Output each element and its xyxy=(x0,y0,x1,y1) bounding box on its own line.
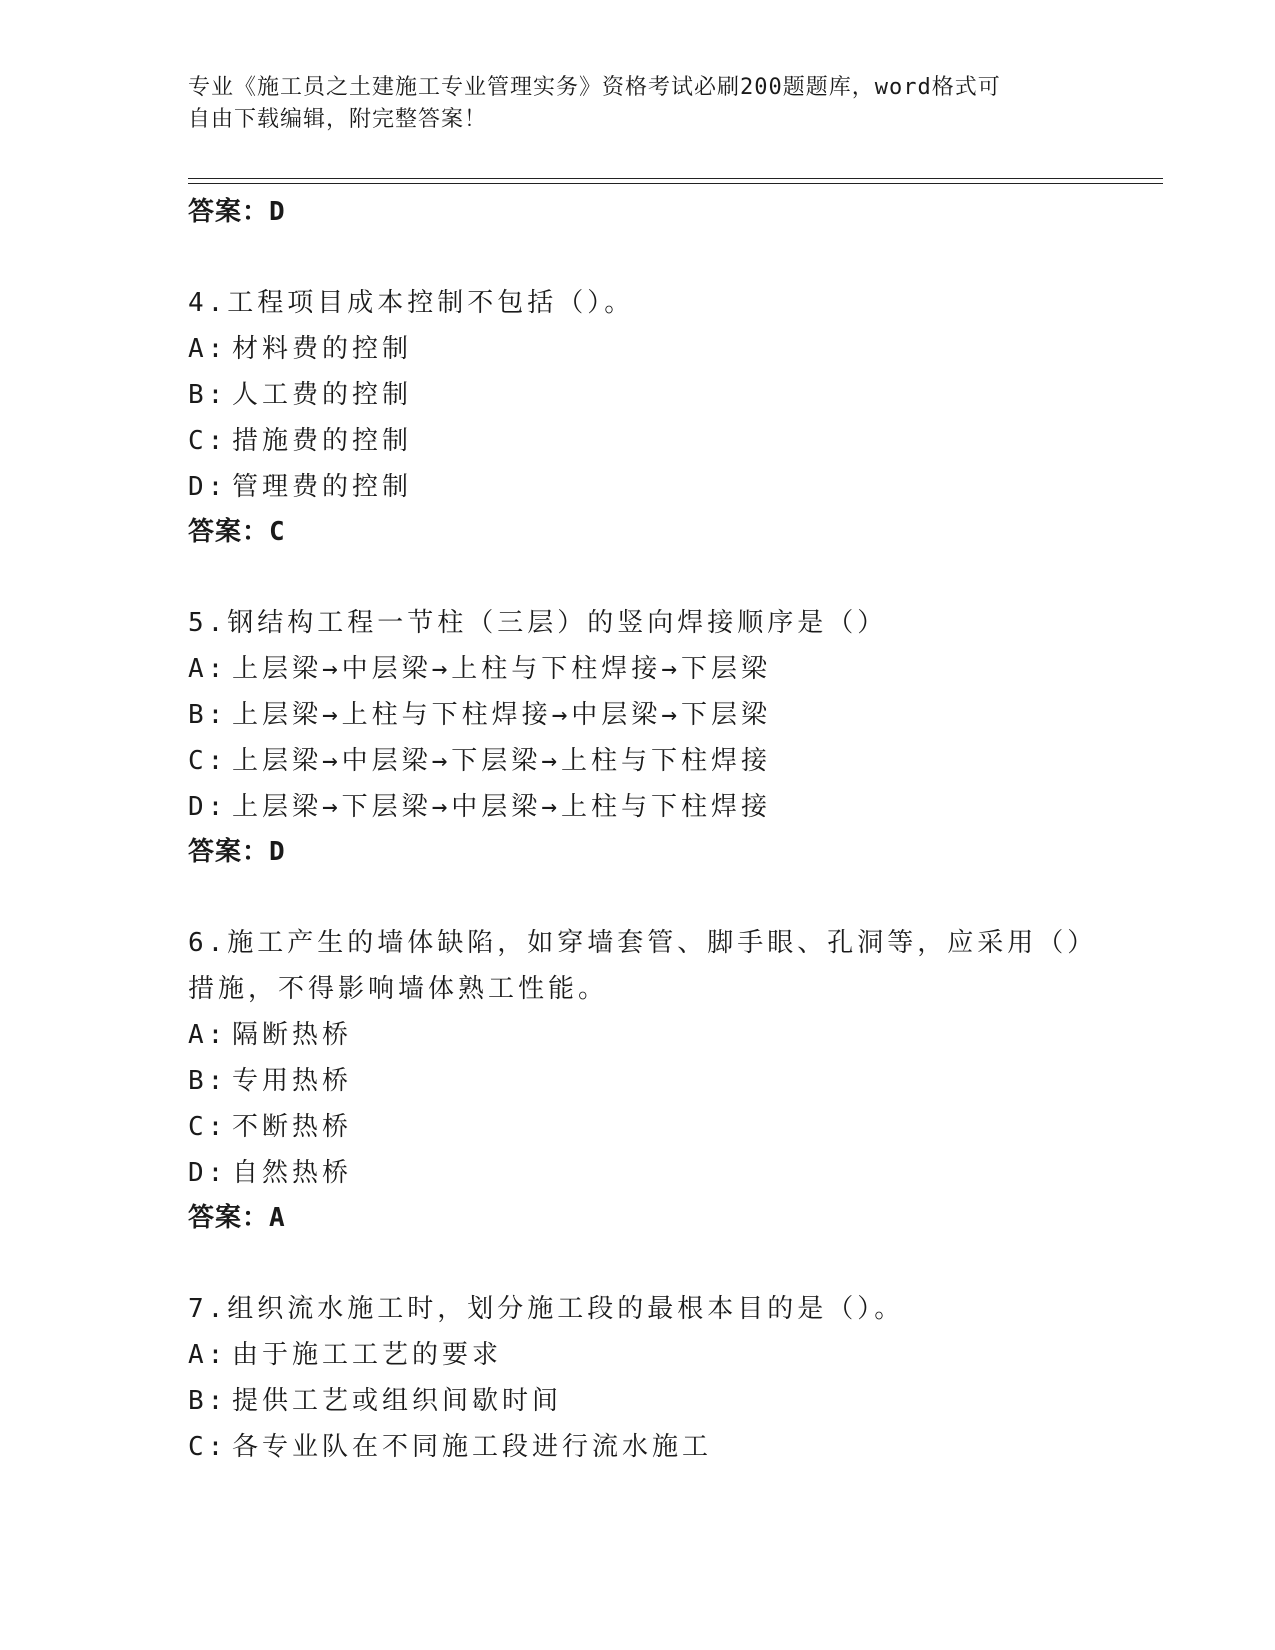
option-text: 措施费的控制 xyxy=(232,426,413,456)
option-key: A: xyxy=(188,1020,228,1050)
option-text: 不断热桥 xyxy=(232,1112,353,1142)
document-header xyxy=(188,72,1068,136)
answer-line: 答案：A xyxy=(188,1203,286,1233)
answer-line: 答案：D xyxy=(188,837,286,867)
header-divider-bottom xyxy=(188,183,1163,184)
option-key: B: xyxy=(188,380,228,410)
option-d xyxy=(188,1150,1088,1196)
option-key: B: xyxy=(188,700,228,730)
option-text: 材料费的控制 xyxy=(232,334,413,364)
question-text-line-1: 6.施工产生的墙体缺陷，如穿墙套管、脚手眼、孔洞等，应采用（） xyxy=(188,928,1098,958)
option-c xyxy=(188,738,1088,784)
option-key: D: xyxy=(188,1158,228,1188)
option-a xyxy=(188,1012,1088,1058)
option-key: C: xyxy=(188,426,228,456)
option-b xyxy=(188,692,1088,738)
option-key: A: xyxy=(188,334,228,364)
option-key: D: xyxy=(188,792,228,822)
option-text: 上层梁→下层梁→中层梁→上柱与下柱焊接 xyxy=(232,792,771,822)
question-4 xyxy=(188,280,1088,554)
option-b xyxy=(188,1058,1088,1104)
option-c xyxy=(188,418,1088,464)
question-5 xyxy=(188,600,1088,874)
option-d xyxy=(188,784,1088,830)
option-text: 上层梁→上柱与下柱焊接→中层梁→下层梁 xyxy=(232,700,771,730)
option-c xyxy=(188,1104,1088,1150)
option-key: A: xyxy=(188,1340,228,1370)
option-a xyxy=(188,646,1088,692)
option-text: 人工费的控制 xyxy=(232,380,413,410)
option-key: C: xyxy=(188,746,228,776)
header-line-1: 专业《施工员之土建施工专业管理实务》资格考试必刷200题题库，word格式可 xyxy=(188,75,1001,100)
option-text: 上层梁→中层梁→上柱与下柱焊接→下层梁 xyxy=(232,654,771,684)
option-key: B: xyxy=(188,1386,228,1416)
option-text: 专用热桥 xyxy=(232,1066,353,1096)
option-key: C: xyxy=(188,1432,228,1462)
option-b xyxy=(188,1378,1088,1424)
header-line-2: 自由下载编辑，附完整答案！ xyxy=(188,107,488,132)
answer-line: 答案：D xyxy=(188,197,286,227)
option-key: C: xyxy=(188,1112,228,1142)
option-c xyxy=(188,1424,1088,1470)
question-6 xyxy=(188,920,1098,1240)
question-7 xyxy=(188,1286,1088,1470)
option-text: 隔断热桥 xyxy=(232,1020,353,1050)
option-key: B: xyxy=(188,1066,228,1096)
question-list xyxy=(188,190,1098,1470)
option-key: A: xyxy=(188,654,228,684)
option-text: 各专业队在不同施工段进行流水施工 xyxy=(232,1432,713,1462)
option-text: 由于施工工艺的要求 xyxy=(232,1340,503,1370)
option-b xyxy=(188,372,1088,418)
option-d xyxy=(188,464,1088,510)
answer-line: 答案：C xyxy=(188,517,286,547)
question-text-line-2: 措施，不得影响墙体熟工性能。 xyxy=(188,974,609,1004)
header-divider-top xyxy=(188,178,1163,179)
question-text: 4.工程项目成本控制不包括（）。 xyxy=(188,288,635,318)
option-key: D: xyxy=(188,472,228,502)
option-text: 管理费的控制 xyxy=(232,472,413,502)
option-a xyxy=(188,326,1088,372)
option-a xyxy=(188,1332,1088,1378)
option-text: 上层梁→中层梁→下层梁→上柱与下柱焊接 xyxy=(232,746,771,776)
option-text: 自然热桥 xyxy=(232,1158,353,1188)
option-text: 提供工艺或组织间歇时间 xyxy=(232,1386,563,1416)
question-text: 5.钢结构工程一节柱（三层）的竖向焊接顺序是（） xyxy=(188,608,888,638)
question-text: 7.组织流水施工时，划分施工段的最根本目的是（）。 xyxy=(188,1294,905,1324)
